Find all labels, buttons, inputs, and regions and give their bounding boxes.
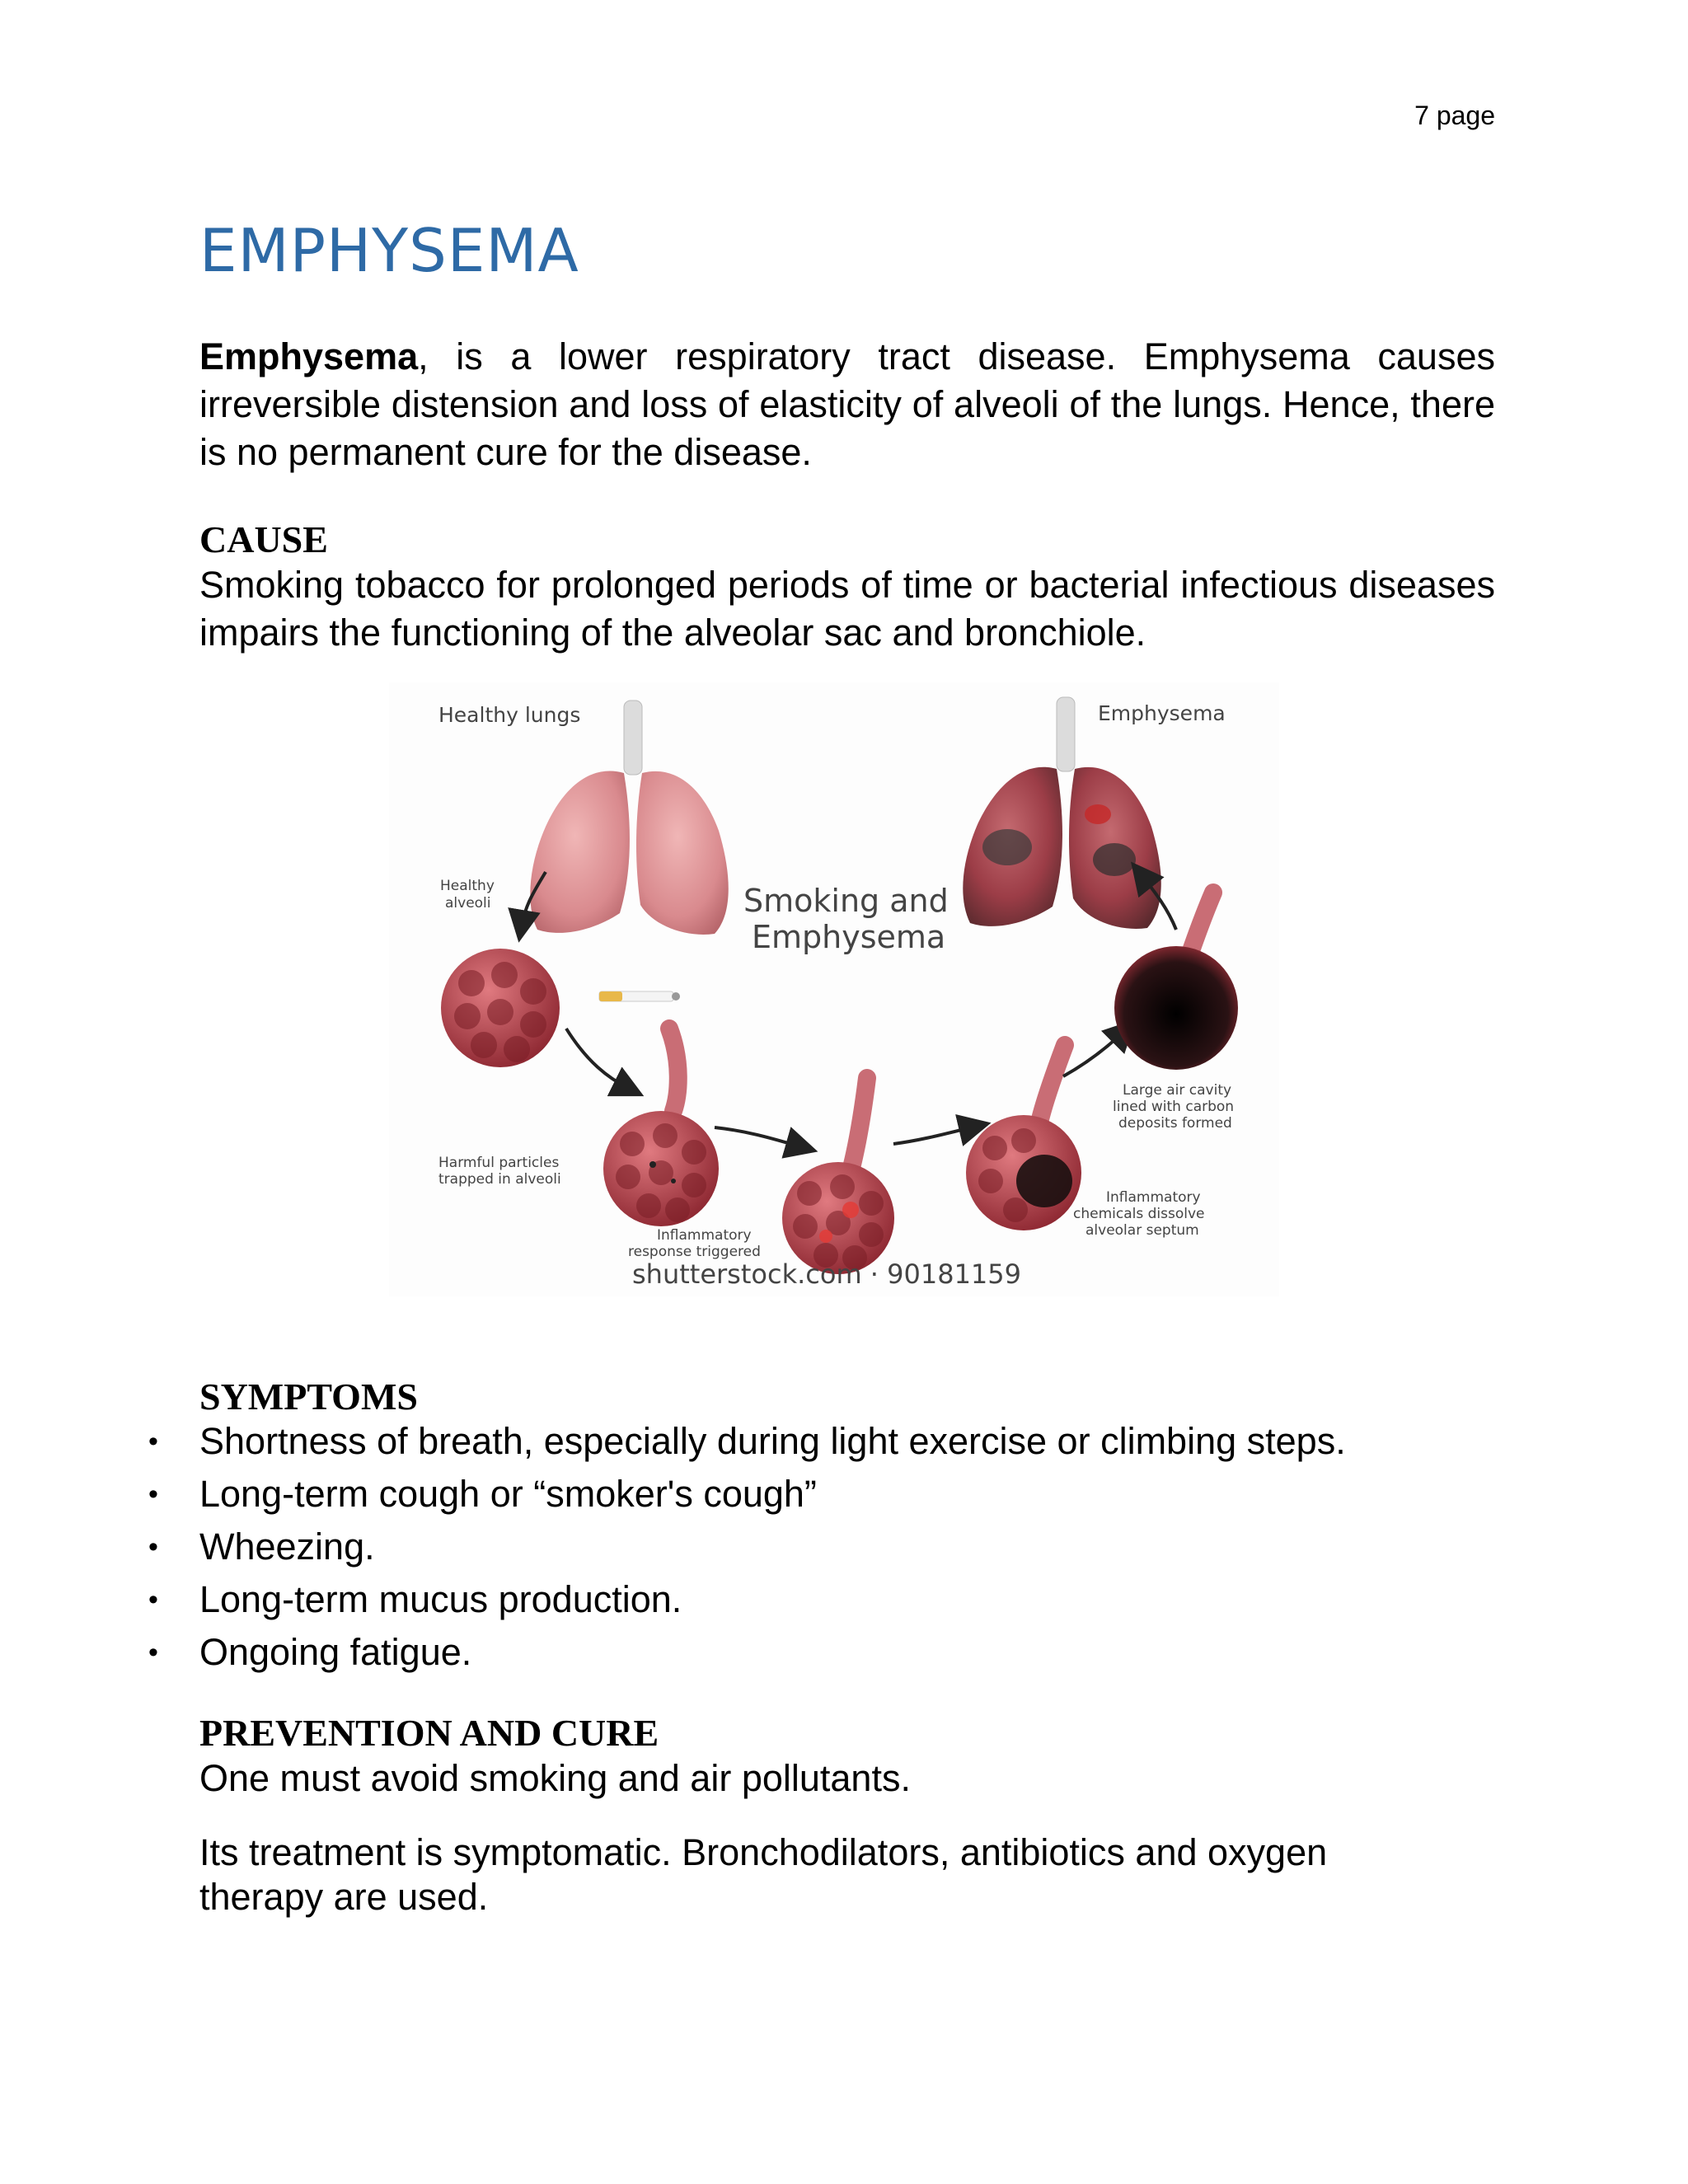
alveoli-harmful-particles-icon bbox=[603, 1029, 719, 1226]
dissolve-label-3: alveolar septum bbox=[1085, 1222, 1199, 1239]
bullet-icon: • bbox=[148, 1584, 158, 1615]
page-title: EMPHYSEMA bbox=[199, 216, 579, 285]
bullet-icon: • bbox=[148, 1426, 158, 1457]
center-title-line2: Emphysema bbox=[752, 919, 946, 955]
prevention-paragraph-1: One must avoid smoking and air pollutants. bbox=[199, 1757, 911, 1799]
healthy-lungs-icon bbox=[530, 701, 728, 935]
intro-term: Emphysema bbox=[199, 335, 419, 377]
center-title-line1: Smoking and bbox=[743, 883, 949, 919]
prevention-heading: PREVENTION AND CURE bbox=[199, 1712, 659, 1754]
list-item bbox=[148, 1626, 1346, 1679]
emphysema-lungs-icon bbox=[963, 697, 1160, 929]
symptom-text: Long-term mucus production. bbox=[199, 1578, 682, 1620]
watermark-text: shutterstock.com · 90181159 bbox=[632, 1258, 1021, 1290]
cavity-label-1: Large air cavity bbox=[1123, 1082, 1232, 1099]
emphysema-label: Emphysema bbox=[1098, 701, 1226, 725]
illustration-svg bbox=[389, 682, 1279, 1296]
healthy-alveoli-icon bbox=[441, 949, 560, 1067]
bullet-icon: • bbox=[148, 1479, 158, 1510]
symptom-text: Wheezing. bbox=[199, 1526, 375, 1568]
list-item bbox=[148, 1415, 1346, 1468]
alveoli-septum-dissolving-icon bbox=[966, 1045, 1081, 1230]
cavity-label-3: deposits formed bbox=[1118, 1115, 1232, 1132]
symptoms-list bbox=[148, 1415, 1346, 1679]
page-number: 7 page bbox=[1414, 101, 1495, 130]
healthy-alveoli-label-1: Healthy bbox=[440, 878, 495, 894]
cavity-label-2: lined with carbon bbox=[1113, 1099, 1235, 1115]
symptoms-heading: SYMPTOMS bbox=[199, 1376, 418, 1418]
inflammatory-label-2: response triggered bbox=[628, 1244, 761, 1260]
cause-paragraph: Smoking tobacco for prolonged periods of time or bacterial infectious diseases impairs the functioning of the alveolar sac and bronchiole. bbox=[199, 564, 1495, 654]
list-item bbox=[148, 1468, 1346, 1521]
dissolve-label-1: Inflammatory bbox=[1106, 1189, 1201, 1206]
alveoli-inflamed-icon bbox=[782, 1078, 894, 1274]
cause-heading: CAUSE bbox=[199, 518, 328, 560]
symptom-text: Ongoing fatigue. bbox=[199, 1631, 472, 1673]
intro-text: , is a lower respiratory tract disease. Emphysema causes irreversible distension and loss of elasticity of alveoli of the lungs. Hence, there is no permanent cure for the disease. bbox=[199, 335, 1495, 473]
list-item bbox=[148, 1573, 1346, 1626]
dissolve-label-2: chemicals dissolve bbox=[1073, 1206, 1205, 1222]
bullet-icon: • bbox=[148, 1637, 158, 1668]
symptom-text: Long-term cough or “smoker's cough” bbox=[199, 1473, 817, 1515]
intro-paragraph bbox=[199, 333, 1495, 476]
list-item bbox=[148, 1521, 1346, 1573]
bullet-icon: • bbox=[148, 1531, 158, 1563]
inflammatory-label-1: Inflammatory bbox=[657, 1227, 752, 1244]
symptom-text: Shortness of breath, especially during light exercise or climbing steps. bbox=[199, 1420, 1346, 1462]
healthy-lungs-label: Healthy lungs bbox=[438, 703, 581, 727]
harmful-label-2: trapped in alveoli bbox=[438, 1171, 561, 1188]
harmful-label-1: Harmful particles bbox=[438, 1155, 560, 1171]
smoking-emphysema-illustration bbox=[389, 682, 1279, 1296]
cigarette-icon bbox=[599, 991, 680, 1001]
healthy-alveoli-label-2: alveoli bbox=[445, 895, 491, 912]
prevention-paragraph-2: Its treatment is symptomatic. Bronchodilators, antibiotics and oxygen therapy are used. bbox=[199, 1831, 1328, 1918]
